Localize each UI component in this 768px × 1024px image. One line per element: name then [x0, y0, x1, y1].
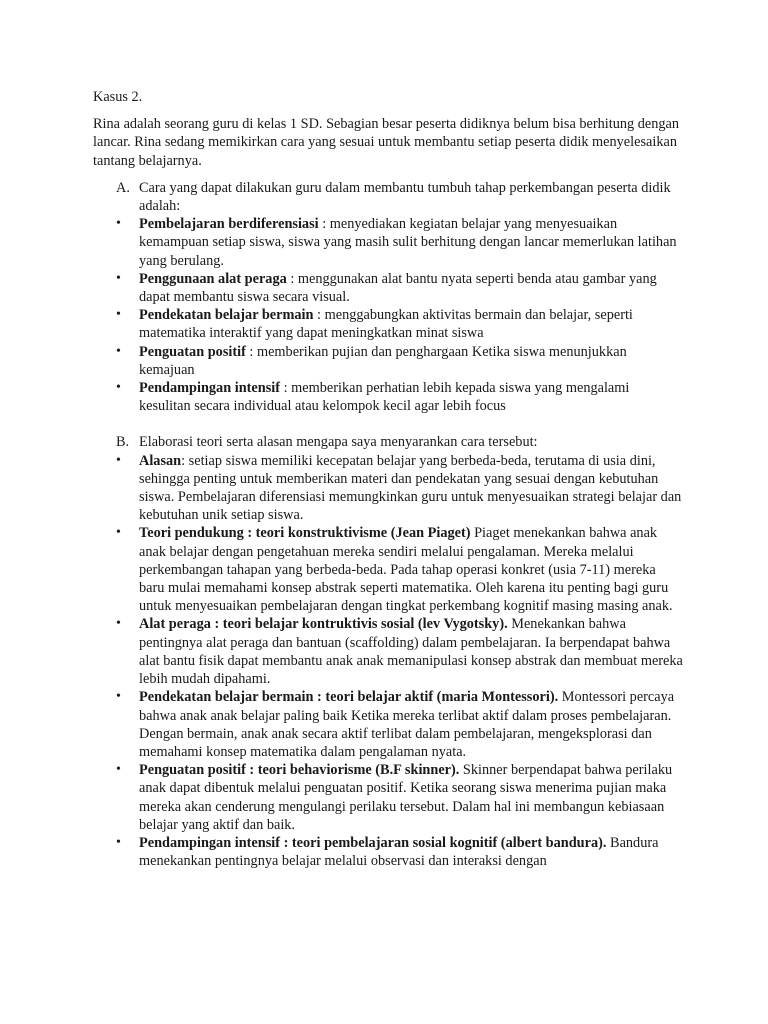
list-item-term: Alat peraga : teori belajar kontruktivis sosial (lev Vygotsky).	[139, 616, 508, 633]
list-item-term: Penggunaan alat peraga	[139, 270, 287, 287]
bullet-icon: •	[116, 216, 121, 232]
list-item-term: Alasan	[139, 452, 182, 469]
bullet-icon: •	[116, 834, 121, 850]
list-item-text: : memberikan perhatian lebih kepada siswa yang mengalami kesulitan secara individual atau kelompok kecil agar lebih focus	[139, 380, 630, 415]
document-heading: Kasus 2.	[93, 89, 143, 105]
bullet-icon: •	[116, 689, 121, 705]
section-a	[93, 179, 683, 416]
list-item-term: Penguatan positif	[139, 343, 246, 360]
section-a-list	[93, 215, 683, 415]
list-item	[93, 615, 683, 688]
bullet-icon: •	[116, 762, 121, 778]
list-item-text: Bandura menekankan pentingnya belajar melalui observasi dan interaksi dengan	[139, 834, 659, 870]
list-item-term: Pembelajaran berdiferensiasi	[139, 216, 319, 233]
list-item-term: Teori pendukung : teori konstruktivisme (Jean Piaget)	[139, 525, 471, 542]
intro-paragraph: Rina adalah seorang guru di kelas 1 SD. Sebagian besar peserta didiknya belum bisa berhitung dengan lancar. Rina sedang memikirkan cara yang sesuai untuk membantu setiap peserta didik menyelesaikan tantang belajarnya.	[93, 116, 680, 169]
document-page	[93, 88, 683, 870]
list-item	[93, 306, 683, 342]
bullet-icon: •	[116, 270, 121, 286]
list-item	[93, 343, 683, 379]
list-item-term: Pendampingan intensif	[139, 380, 281, 397]
list-item	[93, 215, 683, 270]
list-item-term: Pendekatan belajar bermain : teori belajar aktif (maria Montessori).	[139, 689, 559, 706]
list-item-text: : menyediakan kegiatan belajar yang menyesuaikan kemampuan setiap siswa, siswa yang masih sulit berhitung dengan lancar memerlukan latihan yang berulang.	[139, 216, 677, 269]
list-item-text: Piaget menekankan bahwa anak anak belajar dengan pengetahuan mereka sendiri melalui pengalaman. Mereka melalui perkembangan tahapan yang berbeda-beda. Pada tahap operasi konkret (usia 7-11) mereka baru mulai memahami konsep abstrak seperti matematika. Oleh karena itu penting bagi guru untuk menyesuaikan pembelajaran dengan tingkat perkembang kognitif masing masing anak.	[139, 525, 673, 615]
section-b-heading	[93, 433, 683, 451]
section-b-title: Elaborasi teori serta alasan mengapa saya menyarankan cara tersebut:	[139, 434, 538, 451]
section-b-list	[93, 452, 683, 871]
section-b-letter: B.	[116, 434, 130, 451]
list-item-text: Montessori percaya bahwa anak anak belajar paling baik Ketika mereka terlibat aktif dalam proses pembelajaran. Dengan bermain, anak anak secara aktif terlibat dalam pembelajaran, mengeksplorasi dan memahami konsep matematika dalam pengalaman nyata.	[139, 689, 675, 760]
list-item	[93, 761, 683, 834]
list-item	[93, 688, 683, 761]
list-item	[93, 452, 683, 525]
bullet-icon: •	[116, 616, 121, 632]
list-item-term: Penguatan positif : teori behaviorisme (B.F skinner).	[139, 762, 460, 779]
section-a-title: Cara yang dapat dilakukan guru dalam membantu tumbuh tahap perkembangan peserta didik adalah:	[139, 179, 671, 215]
list-item	[93, 379, 683, 415]
list-item-term: Pendekatan belajar bermain	[139, 307, 314, 324]
list-item-text: : menggabungkan aktivitas bermain dan belajar, seperti matematika interaktif yang dapat meningkatkan minat siswa	[139, 307, 633, 342]
section-a-letter: A.	[116, 179, 130, 196]
list-item	[93, 524, 683, 615]
list-item-text: : memberikan pujian dan penghargaan Ketika siswa menunjukkan kemajuan	[139, 343, 627, 378]
list-item	[93, 834, 683, 870]
bullet-icon: •	[116, 452, 121, 468]
bullet-icon: •	[116, 380, 121, 396]
list-item-text: : setiap siswa memiliki kecepatan belajar yang berbeda-beda, terutama di usia dini, sehingga penting untuk memberikan materi dan pendekatan yang sesuai dengan kebutuhan siswa. Pembelajaran diferensiasi memungkinkan guru untuk menyesuaikan strategi belajar dan kebutuhan unik setiap siswa.	[139, 452, 682, 524]
section-a-heading	[93, 179, 683, 215]
list-item-text: Skinner berpendapat bahwa perilaku anak dapat dibentuk melalui penguatan positif. Ketika seorang siswa menerima pujian maka mereka akan cenderung mengulangi perilaku tersebut. Dalam hal ini membangun kebiasaan belajar yang aktif dan baik.	[139, 762, 673, 833]
list-item-term: Pendampingan intensif : teori pembelajaran sosial kognitif (albert bandura).	[139, 834, 607, 851]
list-item-text: : menggunakan alat bantu nyata seperti benda atau gambar yang dapat membantu siswa secara visual.	[139, 270, 657, 306]
bullet-icon: •	[116, 307, 121, 323]
bullet-icon: •	[116, 343, 121, 359]
section-b	[93, 433, 683, 870]
bullet-icon: •	[116, 525, 121, 541]
list-item-text: Menekankan bahwa pentingnya alat peraga dan bantuan (scaffolding) dalam pembelajaran. Ia berpendapat bahwa alat bantu fisik dapat membantu anak anak memanipulasi konsep abstrak dan membuat mereka lebih mudah dipahami.	[139, 616, 683, 688]
list-item	[93, 270, 683, 306]
